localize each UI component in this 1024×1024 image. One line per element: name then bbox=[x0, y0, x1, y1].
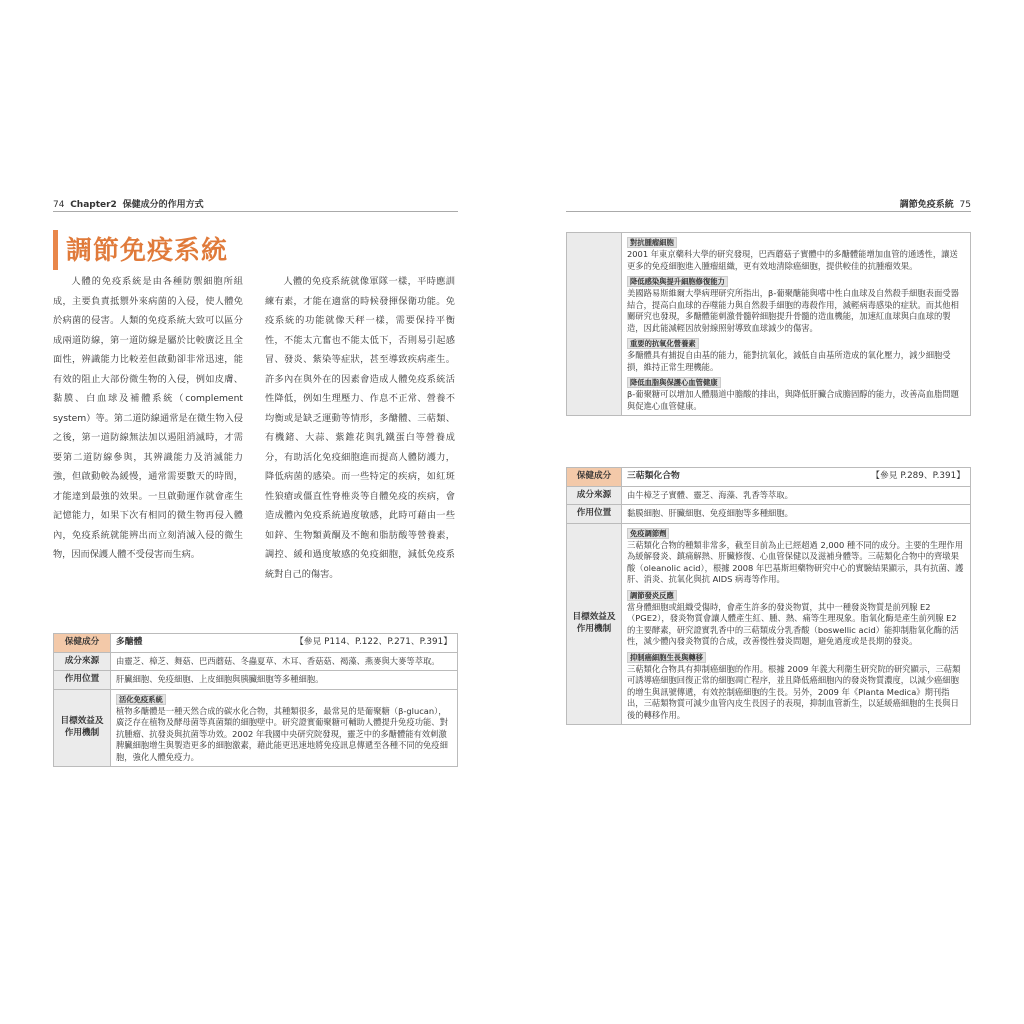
body-column-2 bbox=[265, 272, 455, 584]
ingredient-table-continued bbox=[566, 232, 971, 416]
effect-cell bbox=[622, 523, 971, 725]
effect-text: 多醣體具有捕捉自由基的能力，能對抗氧化，減低自由基所造成的氧化壓力，減少細胞受損，維持正常生理機能。 bbox=[627, 350, 951, 372]
source-label: 成分來源 bbox=[567, 486, 622, 505]
effect-block bbox=[627, 589, 965, 648]
effect-block bbox=[627, 651, 965, 722]
site-label: 作用位置 bbox=[54, 671, 111, 690]
effect-block bbox=[627, 337, 965, 373]
ingredient-label: 保健成分 bbox=[567, 468, 622, 487]
running-header-left bbox=[53, 197, 204, 210]
effect-tag: 調節發炎反應 bbox=[627, 590, 677, 601]
body-column-1 bbox=[53, 272, 243, 565]
ingredient-table bbox=[566, 467, 971, 725]
effect-block bbox=[627, 275, 965, 334]
page-number: 74 bbox=[53, 200, 65, 210]
effect-label: 目標效益及作用機制 bbox=[567, 523, 622, 725]
effect-tag: 重要的抗氧化營養素 bbox=[627, 338, 699, 349]
header-rule bbox=[566, 211, 971, 212]
source-value: 由牛樟芝子實體、靈芝、海藻、乳香等萃取。 bbox=[622, 486, 971, 505]
effect-label: 目標效益及作用機制 bbox=[54, 689, 111, 767]
effect-tag: 活化免疫系統 bbox=[116, 694, 166, 705]
effect-block bbox=[627, 527, 965, 586]
page-number: 75 bbox=[959, 200, 971, 210]
effect-text: 三萜類化合物具有抑制癌細胞的作用。根據 2009 年義大利衛生研究院的研究顯示，三萜類可誘導癌細胞回復正常的細胞凋亡程序，並且降低癌細胞內的發炎物質濃度，以減少癌細胞的增生與訊號傳遞，有效控制癌細胞的生長。另外，2009 年《Planta Medica》期刊指出，三萜類物質可減少血管內皮生長因子的表現，抑制血管新生，以延緩癌細胞的生長與日後的轉移作用。 bbox=[627, 663, 961, 720]
effect-tag: 抑制癌細胞生長與轉移 bbox=[627, 652, 706, 663]
page-title: 調節免疫系統 bbox=[66, 236, 229, 266]
effect-block bbox=[116, 693, 452, 764]
section-title: 調節免疫系統 bbox=[899, 200, 954, 210]
effect-tag: 免疫調節劑 bbox=[627, 528, 669, 539]
chapter-title: 保健成分的作用方式 bbox=[122, 200, 204, 210]
ingredient-table bbox=[53, 633, 458, 767]
chapter-label: Chapter2 bbox=[70, 200, 117, 210]
effect-text: 2001 年東京藥科大學的研究發現，巴西蘑菇子實體中的多醣體能增加血管的通透性，讓送更多的免疫細胞進入腫瘤組織，更有效地清除癌細胞，提供較佳的抗腫瘤效果。 bbox=[627, 249, 958, 271]
right-page bbox=[512, 0, 1024, 1024]
ingredient-label: 保健成分 bbox=[54, 634, 111, 653]
source-label: 成分來源 bbox=[54, 652, 111, 671]
page-reference: 【參見 P.289、P.391】 bbox=[871, 471, 965, 481]
running-header-right bbox=[900, 197, 971, 210]
site-value: 黏膜細胞、肝臟細胞、免疫細胞等多種細胞。 bbox=[622, 505, 971, 524]
effect-label-continued bbox=[567, 233, 622, 416]
effect-text: 美國路易斯維爾大學病理研究所指出，β-葡聚醣能與嗜中性白血球及自然殺手細胞表面受器結合，提高白血球的吞噬能力與自然殺手細胞的毒殺作用，減輕病毒感染的症狀。而其他相關研究也發現，多醣體能刺激骨髓幹細胞提升骨髓的造血機能，加速紅血球與白血球的製造，因此能減輕因放射線照射導致血球減少的傷害。 bbox=[627, 288, 959, 333]
page-reference: 【參見 P114、P.122、P.271、P.391】 bbox=[294, 637, 452, 647]
effect-text: 植物多醣體是一種天然合成的碳水化合物，其種類很多，最常見的是葡聚糖（β-glucan），廣泛存在植物及酵母菌等真菌類的細胞壁中。研究證實葡聚糖可輔助人體提升免疫功能、對抗腫瘤、抗發炎與抗菌等功效。2002 年我國中央研究院發現，靈芝中的多醣體能有效刺激脾臟細胞增生與製造更多的細胞激素，藉此能更迅速地將免疫訊息傳遞至各種不同的免疫細胞，強化人體免疫力。 bbox=[116, 705, 448, 762]
source-value: 由靈芝、樟芝、舞菇、巴西蘑菇、冬蟲夏草、木耳、香菇菇、褐藻、燕麥與大麥等萃取。 bbox=[111, 652, 458, 671]
ingredient-cell bbox=[111, 634, 458, 653]
effect-block bbox=[627, 236, 965, 272]
effect-cell bbox=[111, 689, 458, 767]
body-paragraph: 人體的免疫系統是由各種防禦細胞所組成，主要負責抵禦外來病菌的入侵，使人體免於病菌的侵害。人類的免疫系統大致可以區分成兩道防線，第一道防線是屬於比較廣泛且全面性，辨識能力比較差但啟動卻非常迅速，能有效的阻止大部份微生物的入侵，例如皮膚、黏膜、白血球及補體系統（complement system）等。第二道防線通常是在微生物入侵之後，第一道防線無法加以遏阻消滅時，才需要第二道防線參與，其辨識能力及消滅能力強，但啟動較為緩慢，通常需要數天的時間，才能達到最強的效果。一旦啟動運作就會產生記憶能力，如果下次有相同的微生物再侵入體內，免疫系統就能辨出而立刻消滅入侵的微生物，因而保護人體不受侵害而生病。 bbox=[53, 276, 243, 560]
effect-block bbox=[627, 376, 965, 412]
effect-text: 三萜類化合物的種類非常多，截至目前為止已經超過 2,000 種不同的成分。主要的生理作用為緩解發炎、鎮痛解熱、肝臟修復、心血管保健以及滋補身體等。三萜類化合物中的齊墩果酸（oleanolic acid），根據 2008 年巴基斯坦藥物研究中心的實驗結果顯示，具有抗菌、護肝、消炎、抗氧化與抗 AIDS 病毒等作用。 bbox=[627, 539, 964, 584]
body-paragraph: 人體的免疫系統就像軍隊一樣，平時應訓練有素，才能在適當的時候發揮保衛功能。免疫系統的功能就像天秤一樣，需要保持平衡性，不能太亢奮也不能太低下，否則易引起感冒、發炎、紫染等症狀，甚至導致疾病產生。許多內在與外在的因素會造成人體免疫系統活性降低，例如生理壓力、作息不正常、營養不均衡或是缺乏運動等情形，多醣體、三萜類、有機鍺、大蒜、紫錐花與乳鐵蛋白等營養成分，有助活化免疫細胞進而提高人體防護力，降低病菌的感染。而一些特定的疾病，如紅斑性狼瘡或僵直性脊椎炎等自體免疫的疾病，會造成體內免疫系統過度敏感，此時可藉由一些如鋅、生物類黃酮及不飽和脂肪酸等營養素，調控、緩和過度敏感的免疫細胞，減低免疫系統對自己的傷害。 bbox=[265, 276, 455, 580]
site-value: 肝臟細胞、免疫細胞、上皮細胞與胰臟細胞等多種細胞。 bbox=[111, 671, 458, 690]
effect-tag: 對抗腫瘤細胞 bbox=[627, 237, 677, 248]
ingredient-name: 三萜類化合物 bbox=[627, 471, 680, 481]
title-accent-bar bbox=[53, 230, 58, 270]
header-rule bbox=[53, 211, 458, 212]
ingredient-name: 多醣體 bbox=[116, 637, 143, 647]
ingredient-cell bbox=[622, 468, 971, 487]
effect-text: 當身體細胞或組織受傷時，會產生許多的發炎物質，其中一種發炎物質是前列腺 E2（PGE2），發炎物質會讓人體產生紅、腫、熱、痛等生理現象。脂氧化酶是產生前列腺 E2 的主要酵素，研究證實乳香中的三萜類成分乳香酸（boswellic acid）能抑制脂氧化酶的活性，減少體內發炎物質的合成，改善慢性發炎問題，避免過度或是長期的發炎。 bbox=[627, 601, 959, 646]
effect-text: β-葡聚糖可以增加人體腸道中膽酸的排出，與降低肝臟合成膽固醇的能力，改善高血脂問題與促進心血管健康。 bbox=[627, 389, 959, 411]
effect-tag: 降低血脂與保護心血管健康 bbox=[627, 377, 721, 388]
effect-tag: 降低感染與提升細胞修復能力 bbox=[627, 276, 728, 287]
site-label: 作用位置 bbox=[567, 505, 622, 524]
effect-cell bbox=[622, 233, 971, 416]
